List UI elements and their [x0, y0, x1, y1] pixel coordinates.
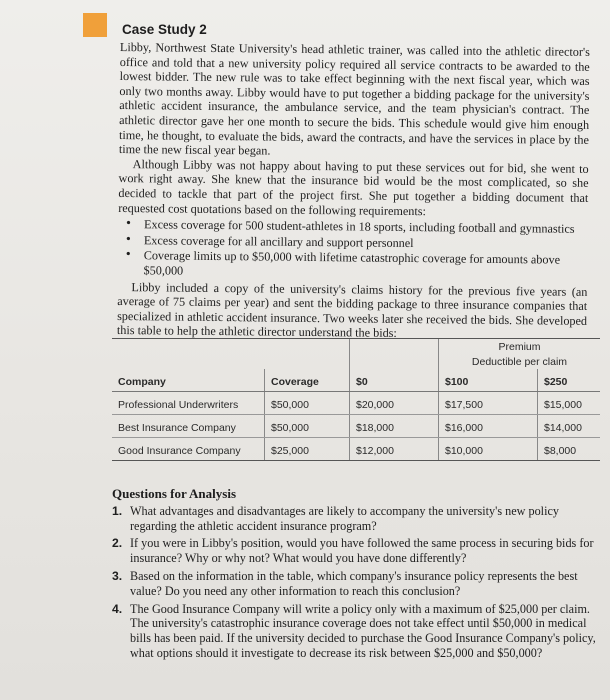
- table-row: [112, 392, 600, 415]
- question-item: [112, 504, 602, 534]
- question-item: [112, 602, 602, 661]
- cell-company: Good Insurance Company: [112, 438, 265, 461]
- question-text: The Good Insurance Company will write a policy only with a maximum of $25,000 per claim. The university's catastrophic insurance coverage does not take effect until $50,000 in medical bills has been paid. If the university decided to purchase the Good Insurance Company's policy, what options should it investigate to decrease its risk between $25,000 and $50,000?: [130, 601, 596, 660]
- section-marker: [83, 13, 107, 37]
- question-item: [112, 569, 602, 599]
- cell-coverage: $50,000: [265, 415, 350, 438]
- cell-premium-250: $14,000: [538, 415, 601, 438]
- table-row: [112, 415, 600, 438]
- col-header-company: Company: [112, 369, 265, 392]
- case-study-heading: Case Study 2: [122, 22, 207, 37]
- cell-company: Best Insurance Company: [112, 415, 265, 438]
- table-header-row: [112, 369, 600, 392]
- question-text: If you were in Libby's position, would you have followed the same process in securing bids for insurance? Why or why not? What would you have done differently?: [130, 536, 594, 566]
- cell-premium-100: $16,000: [439, 415, 538, 438]
- questions-heading: Questions for Analysis: [112, 486, 237, 501]
- cell-premium-100: $10,000: [439, 438, 538, 461]
- questions-list: [112, 504, 602, 661]
- cell-premium-0: $12,000: [350, 438, 439, 461]
- question-item: [112, 536, 602, 566]
- cell-premium-100: $17,500: [439, 392, 538, 415]
- paragraph-1: Libby, Northwest State University's head athletic trainer, was called into the athletic director's office and told that a new university policy required all service contracts to be awarded to the lowest bidder. The new rule was to take effect beginning with the next fiscal year, which was only two months away. Libby would have to put together a bidding package for the university's athletic accident insurance, the ambulance service, and the team physician's contract. The athletic director gave her one month to secure the bids. This schedule would give him enough time, he thought, to evaluate the bids, award the contracts, and have the services in place by the time the new fiscal year began.: [118, 40, 590, 158]
- cell-coverage: $50,000: [265, 392, 350, 415]
- cell-premium-0: $20,000: [350, 392, 439, 415]
- col-header-0: $0: [350, 369, 439, 392]
- paragraph-2: Although Libby was not happy about having to put these services out for bid, she went to work right away. She knew that the insurance bid would be the most complicated, so she decided to tackle that part of the project first. She put together a bidding document that requested cost quotations based on the following requirements:: [118, 156, 589, 218]
- paragraph-3: Libby included a copy of the university's claims history for the previous five years (an average of 75 claims per year) and sent the bidding package to three insurance companies that specialized in athletic accident insurance. Two weeks later she received the bids. She developed this table to help the athletic director understand the bids:: [116, 279, 588, 341]
- premium-label: Premium: [439, 339, 601, 355]
- list-item: • Excess coverage for 500 student-athletes in 18 sports, including football and gymnastics: [140, 217, 588, 236]
- list-item: • Coverage limits up to $50,000 with lifetime catastrophic coverage for amounts above $50,000: [140, 249, 588, 283]
- bids-table: [112, 338, 600, 461]
- question-number: 2.: [112, 536, 123, 551]
- question-text: Based on the information in the table, which company's insurance policy represents the best value? Do you need any other information to reach this conclusion?: [130, 568, 578, 598]
- question-text: What advantages and disadvantages are likely to accompany the university's new policy regarding the athletic accident insurance program?: [130, 503, 559, 533]
- question-number: 4.: [112, 601, 123, 616]
- requirements-list: [118, 217, 589, 282]
- cell-premium-250: $8,000: [538, 438, 601, 461]
- table-deductible-row: [112, 354, 600, 369]
- cell-coverage: $25,000: [265, 438, 350, 461]
- cell-premium-0: $18,000: [350, 415, 439, 438]
- cell-company: Professional Underwriters: [112, 392, 265, 415]
- table-premium-row: [112, 339, 600, 355]
- col-header-coverage: Coverage: [265, 369, 350, 392]
- questions-section: [112, 487, 602, 664]
- table-row: [112, 438, 600, 461]
- cell-premium-250: $15,000: [538, 392, 601, 415]
- col-header-250: $250: [538, 369, 601, 392]
- list-item: • Excess coverage for all ancillary and support personnel: [140, 233, 588, 252]
- question-number: 3.: [112, 568, 123, 583]
- col-header-100: $100: [439, 369, 538, 392]
- question-number: 1.: [112, 503, 123, 518]
- case-study-body: [117, 40, 590, 343]
- deductible-label: Deductible per claim: [439, 354, 601, 369]
